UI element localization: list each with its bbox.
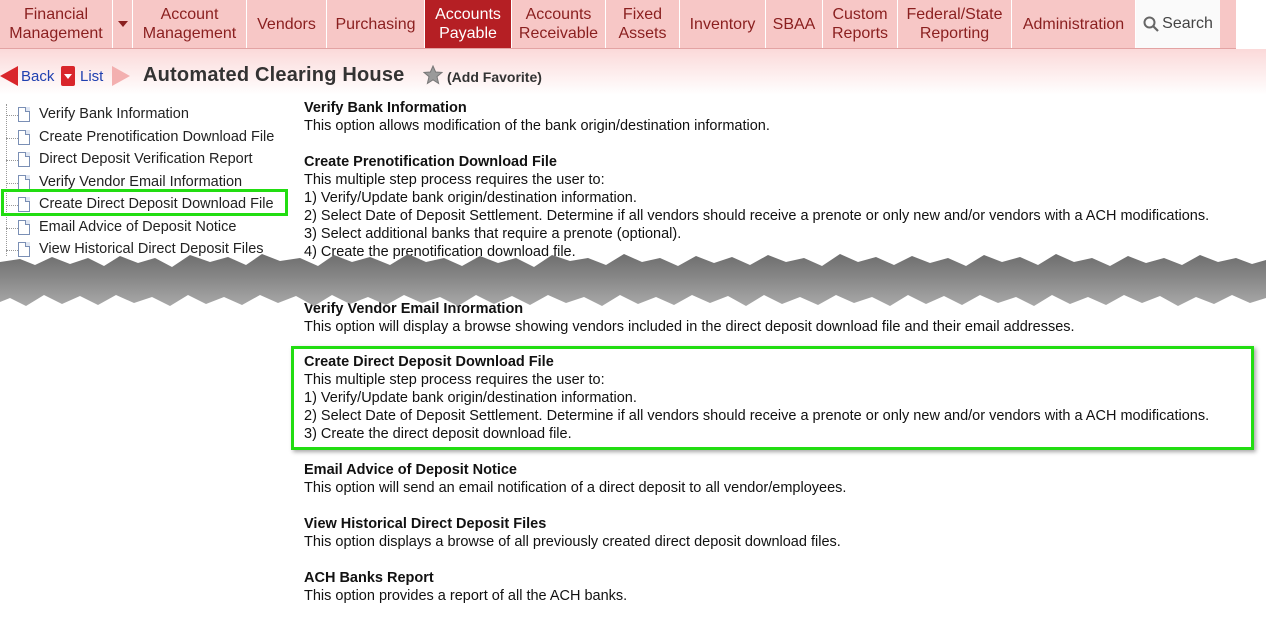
section-step: 3) Select additional banks that require a prenote (optional).: [304, 226, 682, 242]
nav-label: Purchasing: [335, 15, 416, 33]
sidebar-tree: [0, 104, 290, 262]
nav-inventory[interactable]: [680, 0, 766, 48]
tree-connector: [6, 228, 18, 229]
nav-label: Fixed: [622, 6, 663, 23]
section-title: View Historical Direct Deposit Files: [304, 516, 547, 532]
nav-sbaa[interactable]: [766, 0, 823, 48]
section-description: This option provides a report of all the ACH banks.: [304, 588, 628, 604]
document-icon: [18, 220, 30, 235]
nav-administration[interactable]: [1012, 0, 1136, 48]
tree-item-label: Create Prenotification Download File: [39, 128, 275, 145]
tree-connector: [6, 115, 18, 116]
nav-federal-state-reporting[interactable]: [898, 0, 1012, 48]
search-button[interactable]: [1136, 0, 1220, 48]
nav-label: Administration: [1022, 15, 1125, 33]
section-description: This multiple step process requires the user to:: [304, 172, 605, 188]
tree-item-label: Direct Deposit Verification Report: [39, 151, 253, 167]
page-title: Automated Clearing House: [143, 64, 405, 86]
tree-item-label: View Historical Direct Deposit Files: [39, 241, 264, 257]
search-label: Search: [1162, 15, 1213, 32]
section-step: 2) Select Date of Deposit Settlement. Determine if all vendors should receive a prenote or only new and/or vendors with a ACH modifications.: [304, 408, 1210, 424]
tree-item-label: Verify Vendor Email Information: [39, 173, 243, 190]
tree-connector: [6, 183, 18, 184]
section-verify-bank-information: [304, 99, 1254, 135]
tree-item-email-advice[interactable]: [0, 217, 290, 240]
section-step: 1) Verify/Update bank origin/destination information.: [304, 390, 637, 406]
tree-item-verify-bank-information[interactable]: [0, 104, 290, 127]
nav-label: Custom: [832, 6, 888, 23]
document-icon: [18, 152, 30, 167]
section-description: This option will display a browse showing vendors included in the direct deposit download file and their email addresses.: [304, 319, 1075, 335]
chevron-down-icon: [118, 21, 128, 27]
section-email-advice: [304, 461, 1254, 497]
section-step: 4) Create the prenotification download file.: [304, 244, 576, 260]
section-title: Email Advice of Deposit Notice: [304, 462, 517, 478]
nav-accounts-payable[interactable]: [425, 0, 512, 48]
nav-accounts-receivable[interactable]: [512, 0, 606, 48]
page-header: [0, 49, 1266, 95]
tree-item-label: Create Direct Deposit Download File: [39, 196, 274, 212]
tree-connector: [6, 160, 18, 161]
section-step: 3) Create the direct deposit download file.: [304, 426, 572, 442]
section-step: 1) Verify/Update bank origin/destination information.: [304, 190, 637, 206]
section-ach-banks-report: [304, 569, 1254, 605]
nav-label: Financial: [23, 6, 88, 23]
nav-financial-management[interactable]: [0, 0, 113, 48]
nav-label: SBAA: [772, 15, 816, 33]
document-icon: [18, 130, 30, 145]
nav-label: Accounts: [435, 6, 501, 23]
search-icon: [1143, 16, 1159, 32]
add-favorite-link[interactable]: (Add Favorite): [447, 69, 542, 85]
torn-paper-divider: [0, 240, 1266, 320]
nav-purchasing[interactable]: [327, 0, 425, 48]
tree-item-create-prenotification[interactable]: [0, 127, 290, 150]
nav-label: Account: [160, 6, 219, 23]
nav-label: Management: [9, 25, 103, 42]
section-description: This option will send an email notification of a direct deposit to all vendor/employees.: [304, 480, 847, 496]
section-title: Create Prenotification Download File: [304, 154, 557, 170]
list-dropdown-icon[interactable]: [61, 66, 75, 86]
highlight-box-section: [291, 346, 1254, 450]
nav-label: Accounts: [525, 6, 592, 23]
star-icon[interactable]: [423, 65, 443, 85]
section-step: 2) Select Date of Deposit Settlement. Determine if all vendors should receive a prenote or only new and/or vendors with a ACH modifications.: [304, 208, 1210, 224]
nav-label: Vendors: [257, 15, 316, 33]
document-icon: [18, 107, 30, 122]
top-navigation: [0, 0, 1236, 49]
nav-custom-reports[interactable]: [823, 0, 898, 48]
back-arrow-icon[interactable]: [0, 66, 18, 86]
nav-label: Federal/State: [906, 6, 1003, 23]
nav-vendors[interactable]: [247, 0, 327, 48]
nav-fixed-assets[interactable]: [606, 0, 680, 48]
nav-label: Inventory: [689, 15, 756, 33]
nav-label: Receivable: [518, 25, 599, 42]
tree-item-label: Email Advice of Deposit Notice: [39, 218, 237, 235]
nav-dropdown-toggle[interactable]: [113, 0, 133, 48]
tree-connector: [6, 138, 18, 139]
section-title: Create Direct Deposit Download File: [304, 354, 554, 370]
nav-label: Reporting: [919, 25, 990, 42]
tree-item-direct-deposit-verification[interactable]: [0, 149, 290, 172]
nav-label: Management: [142, 25, 237, 42]
section-title: Verify Vendor Email Information: [304, 301, 524, 317]
section-title: Verify Bank Information: [304, 100, 467, 116]
section-description: This option allows modification of the bank origin/destination information.: [304, 118, 770, 134]
section-description: This multiple step process requires the user to:: [304, 372, 605, 388]
back-link[interactable]: Back: [21, 68, 55, 85]
section-description: This option displays a browse of all previously created direct deposit download files.: [304, 534, 841, 550]
nav-label: Assets: [618, 25, 667, 42]
nav-label: Payable: [439, 25, 497, 42]
highlight-box-tree-item: [1, 189, 288, 216]
document-icon: [18, 175, 30, 190]
forward-arrow-icon: [112, 66, 130, 86]
section-view-historical: [304, 515, 1254, 551]
nav-label: Reports: [831, 25, 889, 42]
list-link[interactable]: List: [80, 68, 104, 85]
tree-item-label: Verify Bank Information: [39, 106, 189, 122]
section-title: ACH Banks Report: [304, 570, 434, 586]
nav-account-management[interactable]: [133, 0, 247, 48]
